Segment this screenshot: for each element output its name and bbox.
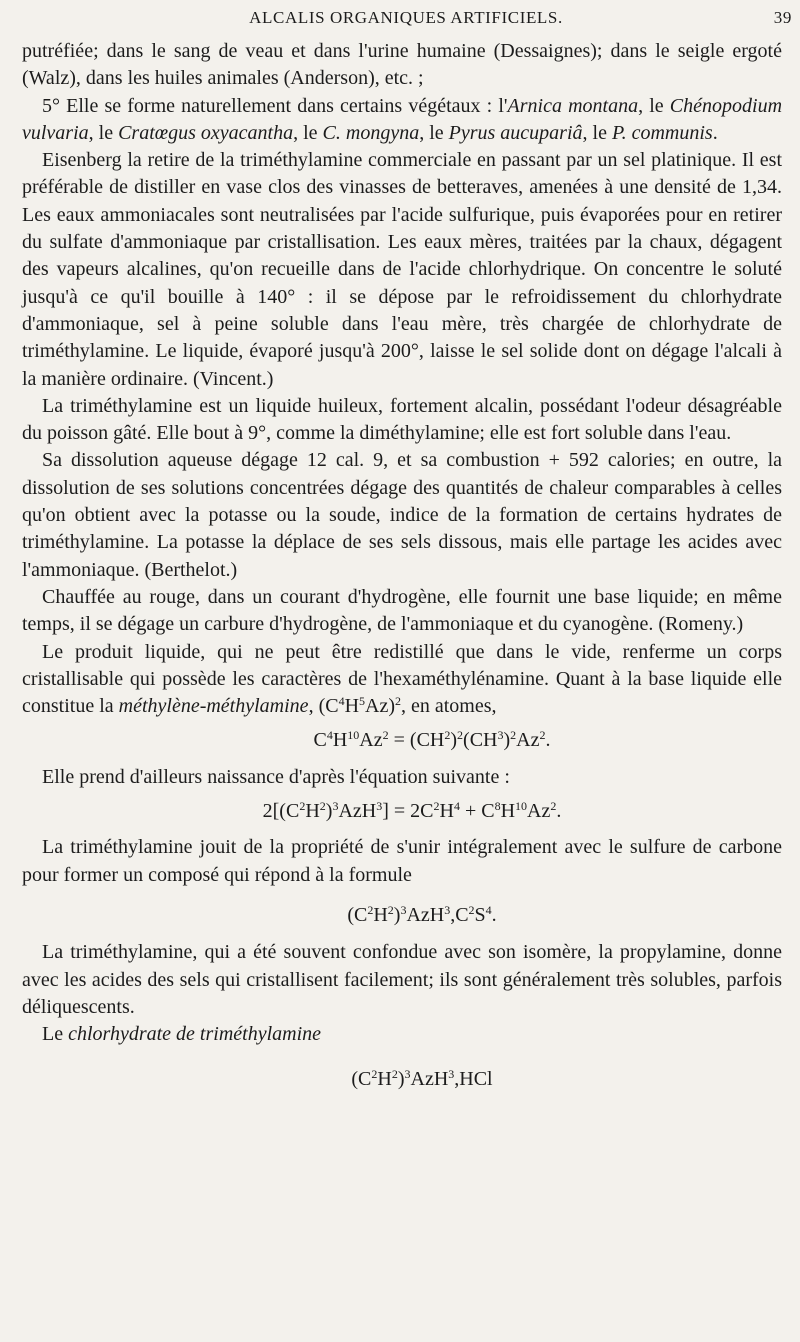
subscript-digit: 4 xyxy=(326,728,333,743)
text-run: 5° Elle se forme naturellement dans certains végétaux : l' xyxy=(42,94,508,117)
paragraph: La triméthylamine est un liquide huileux, fortement alcalin, possédant l'odeur désagréable du poisson gâté. Elle bout à 9°, comme la diméthylamine; elle est fort soluble dans l'eau. xyxy=(22,394,782,445)
running-header xyxy=(20,8,792,34)
subscript-digit: 2 xyxy=(387,902,394,917)
subscript-digit: 2 xyxy=(510,728,517,743)
formula-run: C xyxy=(313,729,327,752)
formula-run: ) xyxy=(393,903,401,926)
formula-run: S xyxy=(474,903,486,926)
formula-run: H xyxy=(305,800,320,823)
text-run: , le xyxy=(88,121,119,144)
formula-run: AzH xyxy=(338,800,377,823)
subscript-digit: 10 xyxy=(347,728,360,743)
subscript-digit: 2 xyxy=(391,1067,398,1082)
formula-run: . xyxy=(491,903,497,926)
formula-run: Az xyxy=(527,800,551,823)
subscript-digit: 3 xyxy=(332,799,339,814)
paragraph: Chauffée au rouge, dans un courant d'hydrogène, elle fournit une base liquide; en même temps, il se dégage un carbure d'hydrogène, de l'ammoniaque et du cyanogène. (Romeny.) xyxy=(22,585,782,636)
formula-run: = (CH xyxy=(388,729,445,752)
compound-name: méthylène-méthylamine xyxy=(118,695,309,718)
subscript-digit: 2 xyxy=(468,902,475,917)
page-body xyxy=(22,38,782,1103)
text-run: . xyxy=(712,121,718,144)
subscript-digit: 4 xyxy=(485,902,492,917)
paragraph: La triméthylamine, qui a été souvent confondue avec son isomère, la propylamine, donne avec les acides des sels qui cristallisent facilement; ils sont généralement très solubles, parfois déliquescents. xyxy=(22,941,782,1018)
header-title: ALCALIS ORGANIQUES ARTIFICIELS. xyxy=(249,8,563,27)
formula-run: H xyxy=(332,729,348,752)
text-run: , le xyxy=(293,121,323,144)
formula-run: ) xyxy=(397,1068,405,1091)
subscript-digit: 2 xyxy=(433,799,440,814)
subscript-digit: 2 xyxy=(444,728,451,743)
paragraph xyxy=(22,93,782,148)
formula-run: H xyxy=(439,800,454,823)
species-name: Cratœgus oxyacantha xyxy=(118,121,294,144)
species-name: P. communis xyxy=(611,121,713,144)
formula-run: . xyxy=(556,800,562,823)
paragraph: Sa dissolution aqueuse dégage 12 cal. 9, et sa combustion + 592 calories; en outre, la dissolution de ses solutions concentrées dégage des quantités de chaleur comparables à celles qu'on obtient avec la potasse ou la soude, indice de la formation de certains hydrates de triméthylamine. La potasse la déplace de ses sels dissous, mais elle partage les acides avec l'ammoniaque. (Berthelot.) xyxy=(22,449,782,581)
paragraph: Elle prend d'ailleurs naissance d'après l'équation suivante : xyxy=(42,765,510,788)
formula-run: (C xyxy=(347,903,368,926)
formula-run: Az xyxy=(359,729,383,752)
chemical-formula xyxy=(22,727,782,754)
text-run: , en atomes, xyxy=(401,695,497,718)
subscript-digit: 2 xyxy=(382,728,389,743)
subscript-digit: 3 xyxy=(444,902,451,917)
species-name: Chénopodium vulvaria xyxy=(22,94,783,144)
subscript-digit: 3 xyxy=(376,799,383,814)
subscript-digit: 2 xyxy=(395,694,401,709)
subscript-digit: 5 xyxy=(359,694,366,709)
paragraph: Eisenberg la retire de la triméthylamine commerciale en passant par un sel platinique. Il est préférable de distiller en vase clos des vinasses de betteraves, amenées à une densité de 1,34. Les eaux ammoniacales sont neutralisées par l'acide sulfurique, puis évaporées pour en retirer du sulfate d'ammoniaque par cristallisation. Les eaux mères, traitées par la chaux, dégagent des vapeurs alcalines, qu'on recueille dans de l'acide chlorhydrique. On concentre le soluté jusqu'à ce qu'il bouille à 140° : il se dépose par le refroidissement du chlorhydrate d'ammoniaque, sel à peine soluble dans l'eau mère, très chargée de chlorhydrate de triméthylamine. Le liquide, évaporé jusqu'à 200°, laisse le sel solide dont on dégage l'alcali à la manière ordinaire. (Vincent.) xyxy=(22,149,782,390)
subscript-digit: 3 xyxy=(448,1067,455,1082)
subscript-digit: 10 xyxy=(515,799,528,814)
text-run: , (C xyxy=(308,695,339,718)
formula-run: (CH xyxy=(463,729,498,752)
formula-run: Az xyxy=(516,729,540,752)
formula-run: AzH xyxy=(406,903,445,926)
formula-run: ) xyxy=(325,800,333,823)
text-run: Az) xyxy=(365,695,395,718)
chemical-formula xyxy=(22,902,782,929)
text-run: Le xyxy=(42,1023,69,1046)
paragraph: putréfiée; dans le sang de veau et dans l'urine humaine (Dessaignes); dans le seigle ergoté (Walz), dans les huiles animales (Anderson), etc. ; xyxy=(22,40,782,90)
subscript-digit: 3 xyxy=(497,728,504,743)
formula-run: ] = 2C xyxy=(382,800,434,823)
chemical-formula xyxy=(22,1066,782,1093)
subscript-digit: 4 xyxy=(338,694,345,709)
subscript-digit: 2 xyxy=(299,799,306,814)
subscript-digit: 2 xyxy=(367,902,374,917)
subscript-digit: 3 xyxy=(404,1067,411,1082)
formula-run: H xyxy=(500,800,516,823)
species-name: Pyrus aucupariâ xyxy=(448,121,583,144)
text-run: , le xyxy=(582,121,612,144)
subscript-digit: 2 xyxy=(550,799,557,814)
subscript-digit: 3 xyxy=(400,902,407,917)
formula-run: ,HCl xyxy=(454,1068,493,1091)
formula-run: ) xyxy=(503,729,511,752)
formula-run: 2[(C xyxy=(262,800,300,823)
species-name: C. mongyna xyxy=(322,121,420,144)
subscript-digit: 2 xyxy=(539,728,546,743)
text-run: , le xyxy=(419,121,449,144)
subscript-digit: 2 xyxy=(371,1067,378,1082)
formula-run: H xyxy=(373,903,388,926)
formula-run: ,C xyxy=(450,903,469,926)
subscript-digit: 2 xyxy=(319,799,326,814)
text-run: Le produit liquide, qui ne peut être redistillé que dans le vide, renferme un corps cristallisable qui possède les caractères de l'hexaméthylénamine. Quant à la base liquide elle constitue la xyxy=(22,640,782,718)
formula-run: . xyxy=(545,729,551,752)
formula-run: H xyxy=(377,1068,392,1091)
paragraph: La triméthylamine jouit de la propriété de s'unir intégralement avec le sulfure de carbone pour former un composé qui répond à la formule xyxy=(22,836,782,886)
formula-run: AzH xyxy=(410,1068,449,1091)
compound-name: chlorhydrate de triméthylamine xyxy=(68,1023,322,1046)
subscript-digit: 2 xyxy=(457,728,464,743)
text-run: H xyxy=(344,695,360,718)
chemical-equation xyxy=(22,798,782,825)
species-name: Arnica montana xyxy=(507,94,639,117)
formula-run: ) xyxy=(450,729,458,752)
paragraph xyxy=(22,639,782,721)
formula-run: + C xyxy=(459,800,495,823)
subscript-digit: 4 xyxy=(453,799,460,814)
text-run: , le xyxy=(638,94,670,117)
formula-run: (C xyxy=(351,1068,372,1091)
page-number: 39 xyxy=(773,8,792,27)
paragraph xyxy=(22,1021,782,1048)
subscript-digit: 8 xyxy=(494,799,501,814)
